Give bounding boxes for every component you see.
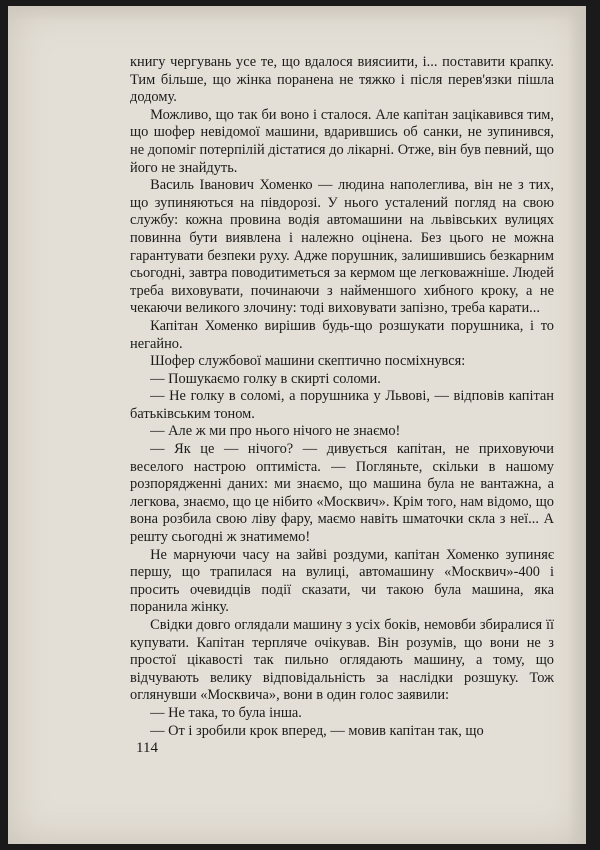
dialogue-line: — От і зробили крок вперед, — мовив капітан так, що <box>150 722 484 739</box>
paragraph: Можливо, що так би воно і сталося. Але капітан зацікавився тим, що шофер невідомої машини, вдарившись об санки, не зупинився, не допоміг потерпілій дістатися до лікарні. Отже, він був певний, що його не знайдуть. <box>130 106 554 176</box>
page-top-shadow <box>8 6 586 20</box>
book-page <box>8 6 586 844</box>
paragraph: Василь Іванович Хоменко — людина наполеглива, він не з тих, що зупиняються на півдорозі. У нього усталений погляд на свою службу: кожна провина водія автомашини на львівських вулицях повинна бути виявлена і належно оцінена. Без цього не можна гарантувати безпеки руху. Адже порушник, залишившись безкарним сьогодні, завтра поводитиметься за кермом ще легковажніше. Людей треба виховувати, починаючи з найменшого хибного кроку, а не чекаючи великого злочину: тоді виховувати запізно, треба карати... <box>130 177 554 317</box>
dialogue-line: — Не така, то була інша. <box>150 704 302 721</box>
page-edge-shadow <box>568 6 586 844</box>
dialogue-line: — Як це — нічого? — дивується капітан, не приховуючи веселого настрою оптиміста. — Погляньте, скільки в нашому розпорядженні даних: ми знаємо, що машина була не вантажна, а легкова, знаємо, що це нібито «Москвич». Крім того, нам відомо, що вона розбила свою ліву фару, маємо навіть шматочки скла з неї... А решту сьогодні ж знатимемо! <box>130 441 554 546</box>
paragraph: Капітан Хоменко вирішив будь-що розшукати порушника, і то негайно. <box>130 317 554 352</box>
dialogue-line: — Пошукаємо голку в скирті соломи. <box>150 370 381 387</box>
paragraph: Свідки довго оглядали машину з усіх боків, немовби збиралися її купувати. Капітан терпляче очікував. Він розумів, що вони не з простої цікавості так пильно оглядають машину, а тому, що відчувають велику відповідальність за наслідки розшуку. Тож оглянувши «Москвича», вони в один голос заявили: <box>130 617 554 704</box>
paragraph: Не марнуючи часу на зайві роздуми, капітан Хоменко зупиняє першу, що трапилася на вулиці, автомашину «Москвич»-400 і просить очевидців події сказати, чи такою була машина, яка поранила жінку. <box>130 546 554 616</box>
dialogue-line: — Не голку в соломі, а порушника у Львові, — відповів капітан батьківським тоном. <box>130 388 554 422</box>
paragraph: книгу чергувань усе те, що вдалося виясиити, і... поставити крапку. Тим більше, що жінка поранена не тяжко і після перев'язки пішла додому. <box>130 54 554 106</box>
dialogue-line: — Але ж ми про нього нічого не знаємо! <box>150 423 401 440</box>
page-number: 114 <box>136 740 158 756</box>
paragraph: Шофер службової машини скептично посміхнувся: <box>150 353 466 370</box>
body-text <box>130 54 554 740</box>
